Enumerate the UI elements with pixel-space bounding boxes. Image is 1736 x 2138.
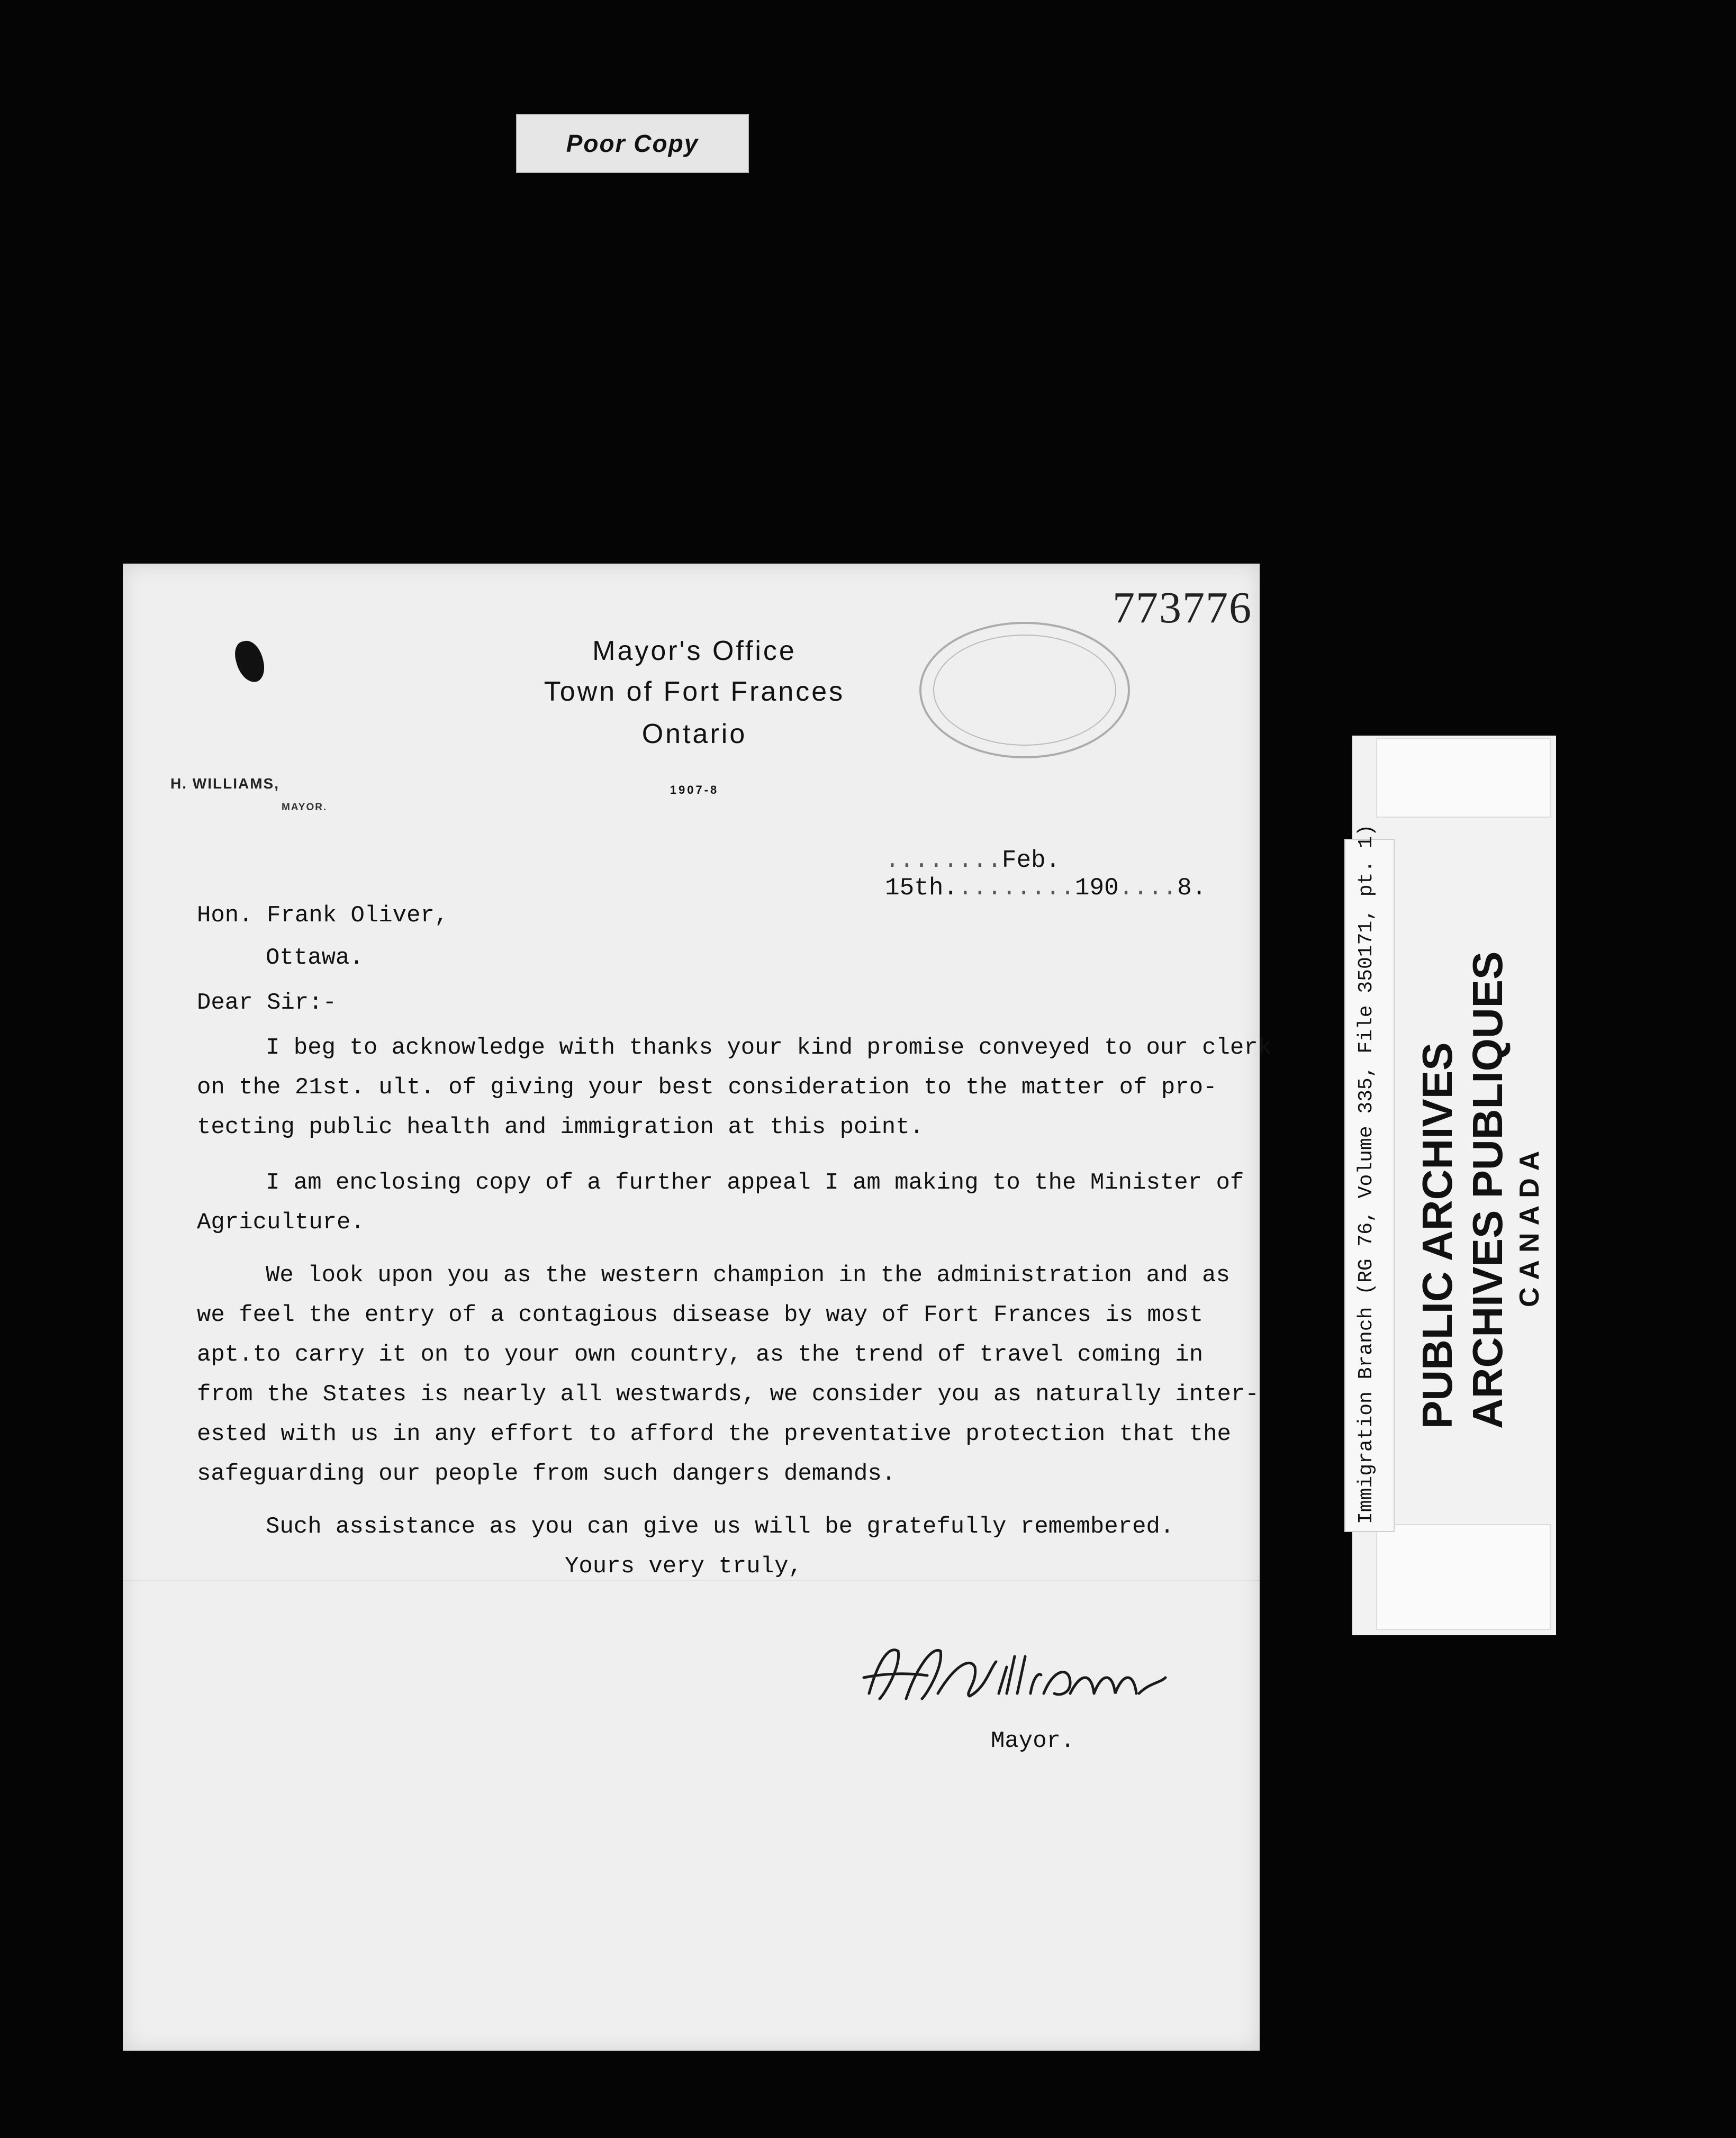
letterhead-town: Town of Fort Frances — [544, 676, 845, 707]
paragraph-line: we feel the entry of a contagious disease by way of Fort Frances is most — [197, 1302, 1204, 1328]
date-dots-left: ........ — [885, 847, 1002, 874]
archive-canada: CANADA — [1514, 1143, 1545, 1307]
date-year-suffix: 8. — [1177, 874, 1207, 902]
letterhead-mayor-title: MAYOR. — [282, 802, 328, 813]
salutation: Dear Sir:- — [197, 990, 337, 1016]
poor-copy-tab — [516, 114, 749, 173]
paragraph-line: Such assistance as you can give us will be gratefully remembered. — [266, 1514, 1174, 1540]
fold-line — [123, 1580, 1260, 1581]
address-line-1: Hon. Frank Oliver, — [197, 902, 449, 929]
archive-card-bottom-tab — [1376, 1524, 1551, 1630]
date-dots-middle: ........ — [958, 874, 1075, 902]
closing: Yours very truly, — [565, 1553, 802, 1580]
paragraph-line: tecting public health and immigration at this point. — [197, 1114, 924, 1140]
archive-card-top-tab — [1376, 738, 1551, 818]
paragraph-line: Agriculture. — [197, 1209, 365, 1236]
archive-public-archives: PUBLIC ARCHIVES — [1414, 1042, 1461, 1429]
letterhead-mayor-name: H. WILLIAMS, — [170, 775, 279, 792]
handwritten-signature — [848, 1635, 1176, 1715]
paragraph-line: I beg to acknowledge with thanks your kind promise conveyed to our clerk — [266, 1035, 1272, 1061]
paragraph-line: I am enclosing copy of a further appeal I am making to the Minister of — [266, 1170, 1244, 1196]
paragraph-line: apt.to carry it on to your own country, as the trend of travel coming in — [197, 1342, 1204, 1368]
archive-reference: Immigration Branch (RG 76, Volume 335, File 350171, pt. 1) — [1355, 824, 1378, 1524]
paragraph-line: ested with us in any effort to afford the preventative protection that the — [197, 1421, 1231, 1447]
poor-copy-label: Poor Copy — [566, 130, 699, 157]
received-stamp-inner-ring — [933, 635, 1116, 746]
paragraph-line: on the 21st. ult. of giving your best consideration to the matter of pro- — [197, 1074, 1217, 1101]
letterhead-year: 1907-8 — [670, 783, 719, 796]
paragraph-line: We look upon you as the western champion in the administration and as — [266, 1262, 1230, 1289]
date-year-prefix: 190 — [1074, 874, 1119, 902]
letter-page — [123, 564, 1272, 2051]
address-line-2: Ottawa. — [266, 945, 364, 971]
paragraph-line: safeguarding our people from such dangers demands. — [197, 1461, 896, 1487]
archive-archives-publiques: ARCHIVES PUBLIQUES — [1464, 951, 1511, 1429]
date-day: Feb. 15th. — [885, 847, 1061, 902]
paragraph-line: from the States is nearly all westwards, we consider you as naturally inter- — [197, 1381, 1259, 1408]
letter-date — [885, 847, 1260, 902]
received-stamp — [919, 622, 1130, 758]
reference-number: 773776 — [1113, 583, 1252, 632]
letterhead-office: Mayor's Office — [592, 636, 797, 666]
signature-title: Mayor. — [991, 1728, 1075, 1754]
date-dots-right: .... — [1118, 874, 1178, 902]
letterhead-province: Ontario — [641, 719, 747, 749]
